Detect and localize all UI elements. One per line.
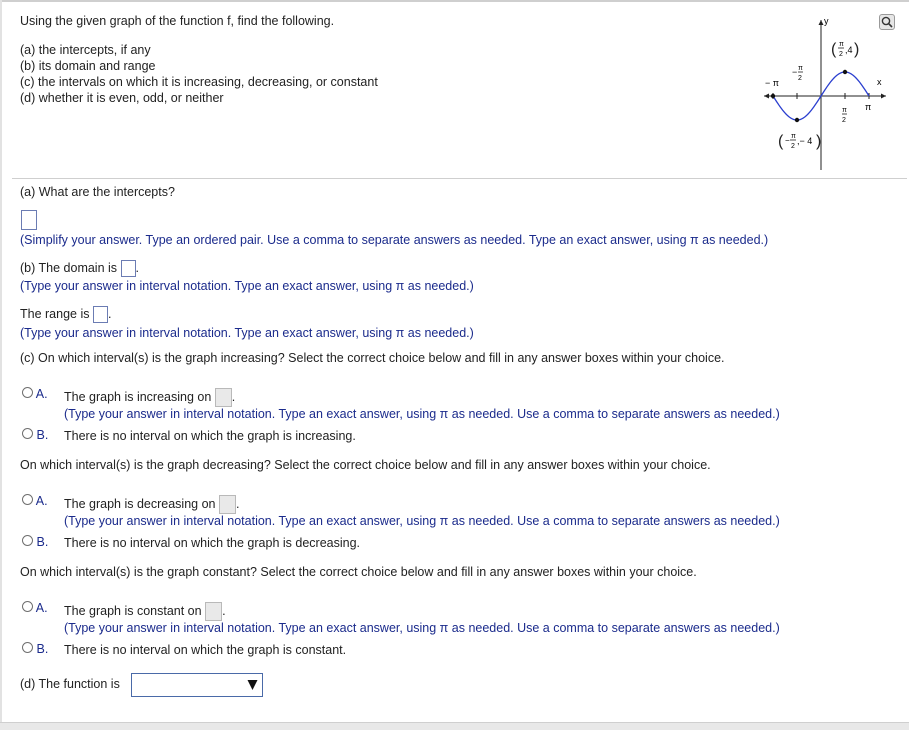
constant-choice-b[interactable] (22, 642, 48, 656)
max-label-right-paren: ) (854, 41, 860, 58)
decreasing-choice-b-text: There is no interval on which the graph is decreasing. (64, 536, 360, 550)
prompt-intro: Using the given graph of the function f, find the following. (20, 14, 335, 28)
range-line: The range is . (20, 306, 111, 323)
section-divider (12, 178, 907, 179)
chevron-down-icon (246, 678, 259, 692)
max-label-left-paren: ( (831, 41, 837, 58)
label-neg-half-pi-num: π (798, 65, 803, 72)
min-label-right-paren: ) (816, 133, 822, 150)
min-label-y: ,− 4 (797, 136, 813, 146)
range-hint: (Type your answer in interval notation. Type an exact answer, using π as needed.) (20, 326, 474, 340)
increasing-choice-a-hint: (Type your answer in interval notation. Type an exact answer, using π as needed. Use a comma to separate answers as needed.) (64, 407, 780, 421)
decreasing-choice-b-radio[interactable] (22, 535, 33, 546)
x-axis-label: x (877, 77, 882, 87)
increasing-answer-box[interactable] (215, 388, 232, 407)
min-label-left-paren: ( (778, 133, 784, 150)
question-a-hint: (Simplify your answer. Type an ordered pair. Use a comma to separate answers as needed. Type an exact answer, using π as needed.) (20, 233, 769, 247)
x-axis-left-arrow-icon (764, 94, 769, 99)
label-pi: π (865, 102, 872, 112)
decreasing-choice-a[interactable] (22, 494, 48, 508)
domain-answer-box[interactable] (121, 260, 136, 277)
frame-left-border (0, 0, 2, 729)
domain-line: (b) The domain is . (20, 260, 139, 277)
constant-choice-a-line: The graph is constant on . (64, 602, 226, 621)
decreasing-question: On which interval(s) is the graph decreasing? Select the correct choice below and fill in any answer boxes within your choice. (20, 458, 711, 472)
point-neg-pi (771, 94, 775, 98)
decreasing-choice-a-text: The graph is decreasing on (64, 496, 216, 511)
question-a-label: (a) What are the intercepts? (20, 185, 175, 199)
constant-choice-b-letter: B. (36, 642, 49, 656)
constant-answer-box[interactable] (205, 602, 222, 621)
point-max (843, 70, 847, 74)
increasing-question: (c) On which interval(s) is the graph increasing? Select the correct choice below and fill in any answer boxes within your choice. (20, 351, 725, 365)
label-neg-half-pi-den: 2 (798, 75, 802, 82)
domain-label: (b) The domain is (20, 260, 118, 275)
prompt-part-c: (c) the intervals on which it is increasing, decreasing, or constant (20, 75, 378, 89)
min-label-minus: − (785, 136, 790, 145)
constant-question: On which interval(s) is the graph constant? Select the correct choice below and fill in any answer boxes within your choice. (20, 565, 697, 579)
decreasing-choice-a-letter: A. (35, 494, 48, 508)
max-label-y: ,4 (845, 45, 853, 55)
label-neg-half-pi-minus: − (792, 67, 798, 77)
x-axis-arrow-icon (881, 94, 886, 99)
function-type-select[interactable] (131, 673, 263, 697)
label-neg-pi: − π (765, 78, 779, 88)
label-half-pi-num: π (842, 107, 847, 114)
max-label-num: π (839, 41, 844, 48)
increasing-choice-b-radio[interactable] (22, 428, 33, 439)
increasing-choice-b[interactable] (22, 428, 48, 442)
max-label-den: 2 (839, 51, 843, 58)
point-min (795, 118, 799, 122)
increasing-choice-a-text: The graph is increasing on (64, 389, 212, 404)
prompt-part-a: (a) the intercepts, if any (20, 43, 151, 57)
min-label-den: 2 (791, 143, 795, 150)
increasing-choice-b-text: There is no interval on which the graph is increasing. (64, 429, 356, 443)
min-label-num: π (791, 133, 796, 140)
intercepts-answer-box[interactable] (21, 210, 37, 230)
label-half-pi-den: 2 (842, 117, 846, 124)
increasing-choice-a[interactable] (22, 387, 48, 401)
y-axis-arrow-icon (819, 20, 824, 25)
constant-choice-a[interactable] (22, 601, 48, 615)
decreasing-choice-a-radio[interactable] (22, 494, 33, 505)
increasing-choice-a-line: The graph is increasing on . (64, 388, 235, 407)
increasing-choice-a-letter: A. (35, 387, 48, 401)
constant-choice-a-radio[interactable] (22, 601, 33, 612)
y-axis-label: y (824, 16, 829, 26)
constant-choice-b-text: There is no interval on which the graph is constant. (64, 643, 347, 657)
constant-choice-a-text: The graph is constant on (64, 603, 202, 618)
decreasing-choice-b-letter: B. (36, 535, 49, 549)
decreasing-choice-b[interactable] (22, 535, 48, 549)
decreasing-choice-a-hint: (Type your answer in interval notation. Type an exact answer, using π as needed. Use a comma to separate answers as needed.) (64, 514, 780, 528)
function-graph (760, 12, 890, 172)
constant-choice-b-radio[interactable] (22, 642, 33, 653)
decreasing-answer-box[interactable] (219, 495, 236, 514)
range-label: The range is (20, 306, 90, 321)
increasing-choice-b-letter: B. (36, 428, 49, 442)
prompt-part-d: (d) whether it is even, odd, or neither (20, 91, 224, 105)
graph-svg (760, 12, 890, 172)
question-d-label: (d) The function is (20, 677, 120, 691)
constant-choice-a-letter: A. (35, 601, 48, 615)
increasing-choice-a-radio[interactable] (22, 387, 33, 398)
frame-top-border (0, 0, 909, 2)
prompt-part-b: (b) its domain and range (20, 59, 156, 73)
range-answer-box[interactable] (93, 306, 108, 323)
decreasing-choice-a-line: The graph is decreasing on . (64, 495, 239, 514)
domain-hint: (Type your answer in interval notation. Type an exact answer, using π as needed.) (20, 279, 474, 293)
constant-choice-a-hint: (Type your answer in interval notation. Type an exact answer, using π as needed. Use a comma to separate answers as needed.) (64, 621, 780, 635)
